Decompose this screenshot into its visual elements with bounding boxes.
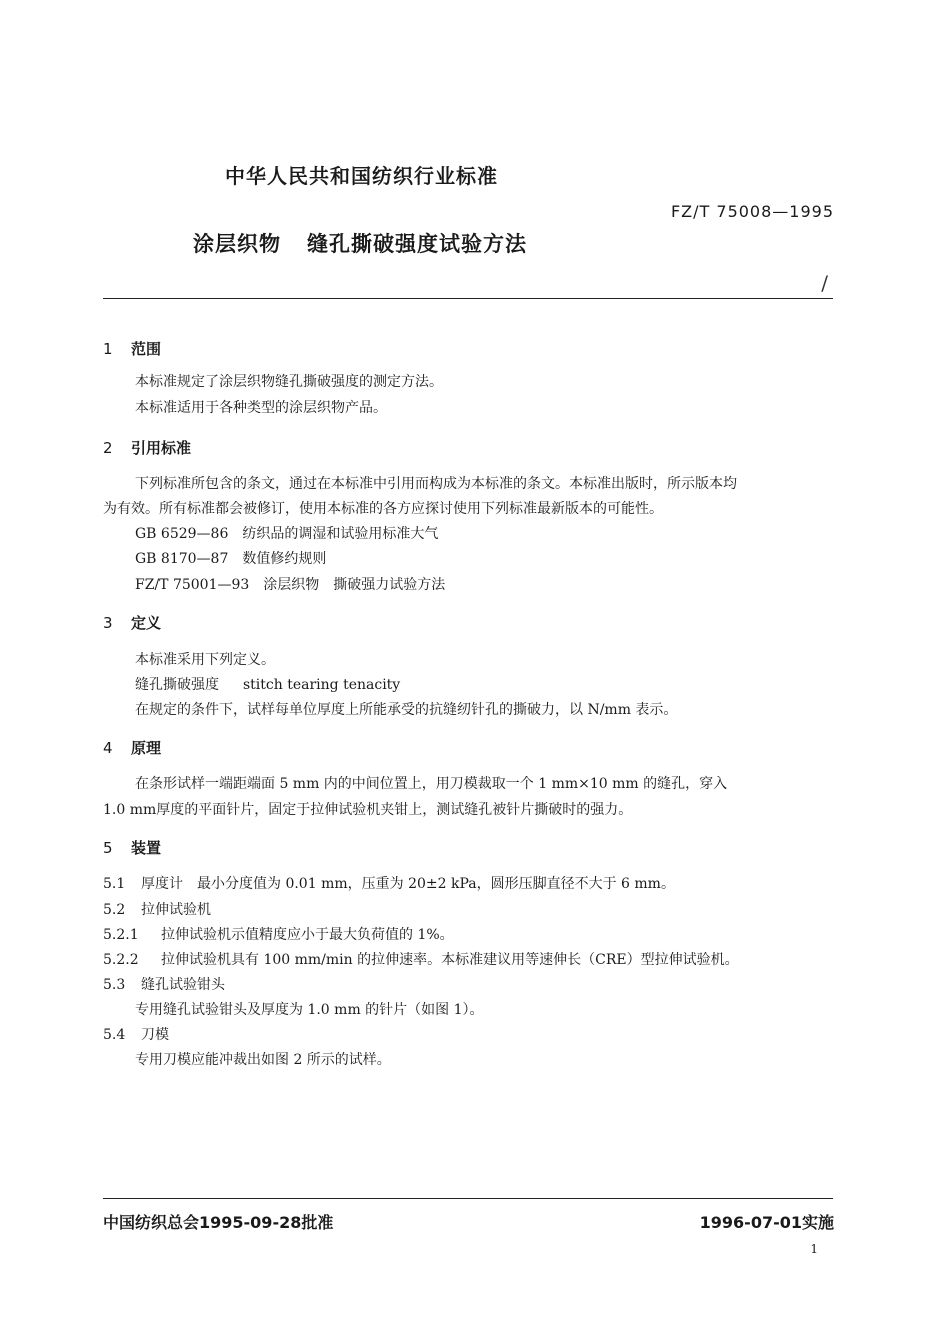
clause-item <box>103 874 675 894</box>
term-entry <box>135 675 400 695</box>
clause-text: 厚度计 最小分度值为 0.01 mm，压重为 20±2 kPa，圆形压脚直径不大于 6 mm。 <box>141 876 675 892</box>
clause-item <box>103 925 454 945</box>
section-title: 原理 <box>131 739 162 757</box>
reference-item <box>135 549 326 569</box>
section-number: 3 <box>103 614 113 632</box>
clause-item <box>103 900 211 920</box>
term-english: stitch tearing tenacity <box>243 677 401 693</box>
section-title: 引用标准 <box>131 439 192 457</box>
clause-body: 专用刀模应能冲裁出如图 2 所示的试样。 <box>135 1052 391 1068</box>
implementation-date: 1996-07-01实施 <box>699 1213 834 1232</box>
section-number: 4 <box>103 739 113 757</box>
page-number: 1 <box>810 1242 818 1256</box>
footer-divider <box>103 1198 833 1199</box>
header-divider <box>103 298 833 299</box>
title-part-2: 缝孔撕破强度试验方法 <box>307 232 527 256</box>
standard-code: FZ/T 75008—1995 <box>670 202 834 221</box>
reference-code: GB 6529—86 <box>135 526 229 542</box>
paragraph: 在条形试样一端距端面 5 mm 内的中间位置上，用刀模裁取一个 1 mm×10 mm 的缝孔，穿入 <box>135 776 728 792</box>
title-part-1: 涂层织物 <box>193 232 281 256</box>
reference-code: FZ/T 75001—93 <box>135 577 250 593</box>
section-heading <box>103 837 161 858</box>
clause-text: 拉伸试验机示值精度应小于最大负荷值的 1%。 <box>161 927 454 943</box>
section-heading <box>103 338 161 359</box>
clause-number: 5.4 <box>103 1027 126 1043</box>
document-title <box>193 228 527 258</box>
clause-text: 拉伸试验机具有 100 mm/min 的拉伸速率。本标准建议用等速伸长（CRE）型拉伸试验机。 <box>161 952 739 968</box>
term-chinese: 缝孔撕破强度 <box>135 677 219 693</box>
clause-number: 5.2.1 <box>103 927 139 943</box>
clause-text: 拉伸试验机 <box>141 902 211 918</box>
paragraph: 本标准采用下列定义。 <box>135 652 275 668</box>
paragraph: 为有效。所有标准都会被修订，使用本标准的各方应探讨使用下列标准最新版本的可能性。 <box>103 501 663 517</box>
paragraph: 本标准适用于各种类型的涂层织物产品。 <box>135 400 387 416</box>
section-number: 1 <box>103 340 113 358</box>
clause-text: 刀模 <box>141 1027 169 1043</box>
reference-item <box>135 575 445 595</box>
section-heading <box>103 437 191 458</box>
section-title: 范围 <box>131 340 162 358</box>
reference-code: GB 8170—87 <box>135 551 229 567</box>
paragraph: 下列标准所包含的条文，通过在本标准中引用而构成为本标准的条文。本标准出版时，所示版本均 <box>135 476 737 492</box>
clause-number: 5.2 <box>103 902 126 918</box>
section-number: 2 <box>103 439 113 457</box>
reference-title: 纺织品的调湿和试验用标准大气 <box>242 526 439 542</box>
clause-number: 5.2.2 <box>103 952 139 968</box>
clause-number: 5.3 <box>103 977 126 993</box>
reference-title: 涂层织物 撕破强力试验方法 <box>263 577 446 593</box>
term-definition: 在规定的条件下，试样每单位厚度上所能承受的抗缝纫针孔的撕破力，以 N/mm 表示。 <box>135 702 678 718</box>
reference-title: 数值修约规则 <box>242 551 327 567</box>
clause-item <box>103 950 739 970</box>
page-mark: / <box>821 271 828 295</box>
section-title: 定义 <box>131 614 162 632</box>
clause-item <box>103 1025 169 1045</box>
section-number: 5 <box>103 839 113 857</box>
clause-item <box>103 975 225 995</box>
section-title: 装置 <box>131 839 162 857</box>
paragraph: 本标准规定了涂层织物缝孔撕破强度的测定方法。 <box>135 374 443 390</box>
approval-date: 中国纺织总会1995-09-28批准 <box>103 1213 334 1232</box>
section-heading <box>103 612 161 633</box>
issuing-organization: 中华人民共和国纺织行业标准 <box>225 164 498 188</box>
paragraph: 1.0 mm厚度的平面针片，固定于拉伸试验机夹钳上，测试缝孔被针片撕破时的强力。 <box>103 802 633 818</box>
section-heading <box>103 737 161 758</box>
clause-number: 5.1 <box>103 876 126 892</box>
reference-item <box>135 524 438 544</box>
clause-text: 缝孔试验钳头 <box>141 977 225 993</box>
clause-body: 专用缝孔试验钳头及厚度为 1.0 mm 的针片（如图 1）。 <box>135 1002 484 1018</box>
